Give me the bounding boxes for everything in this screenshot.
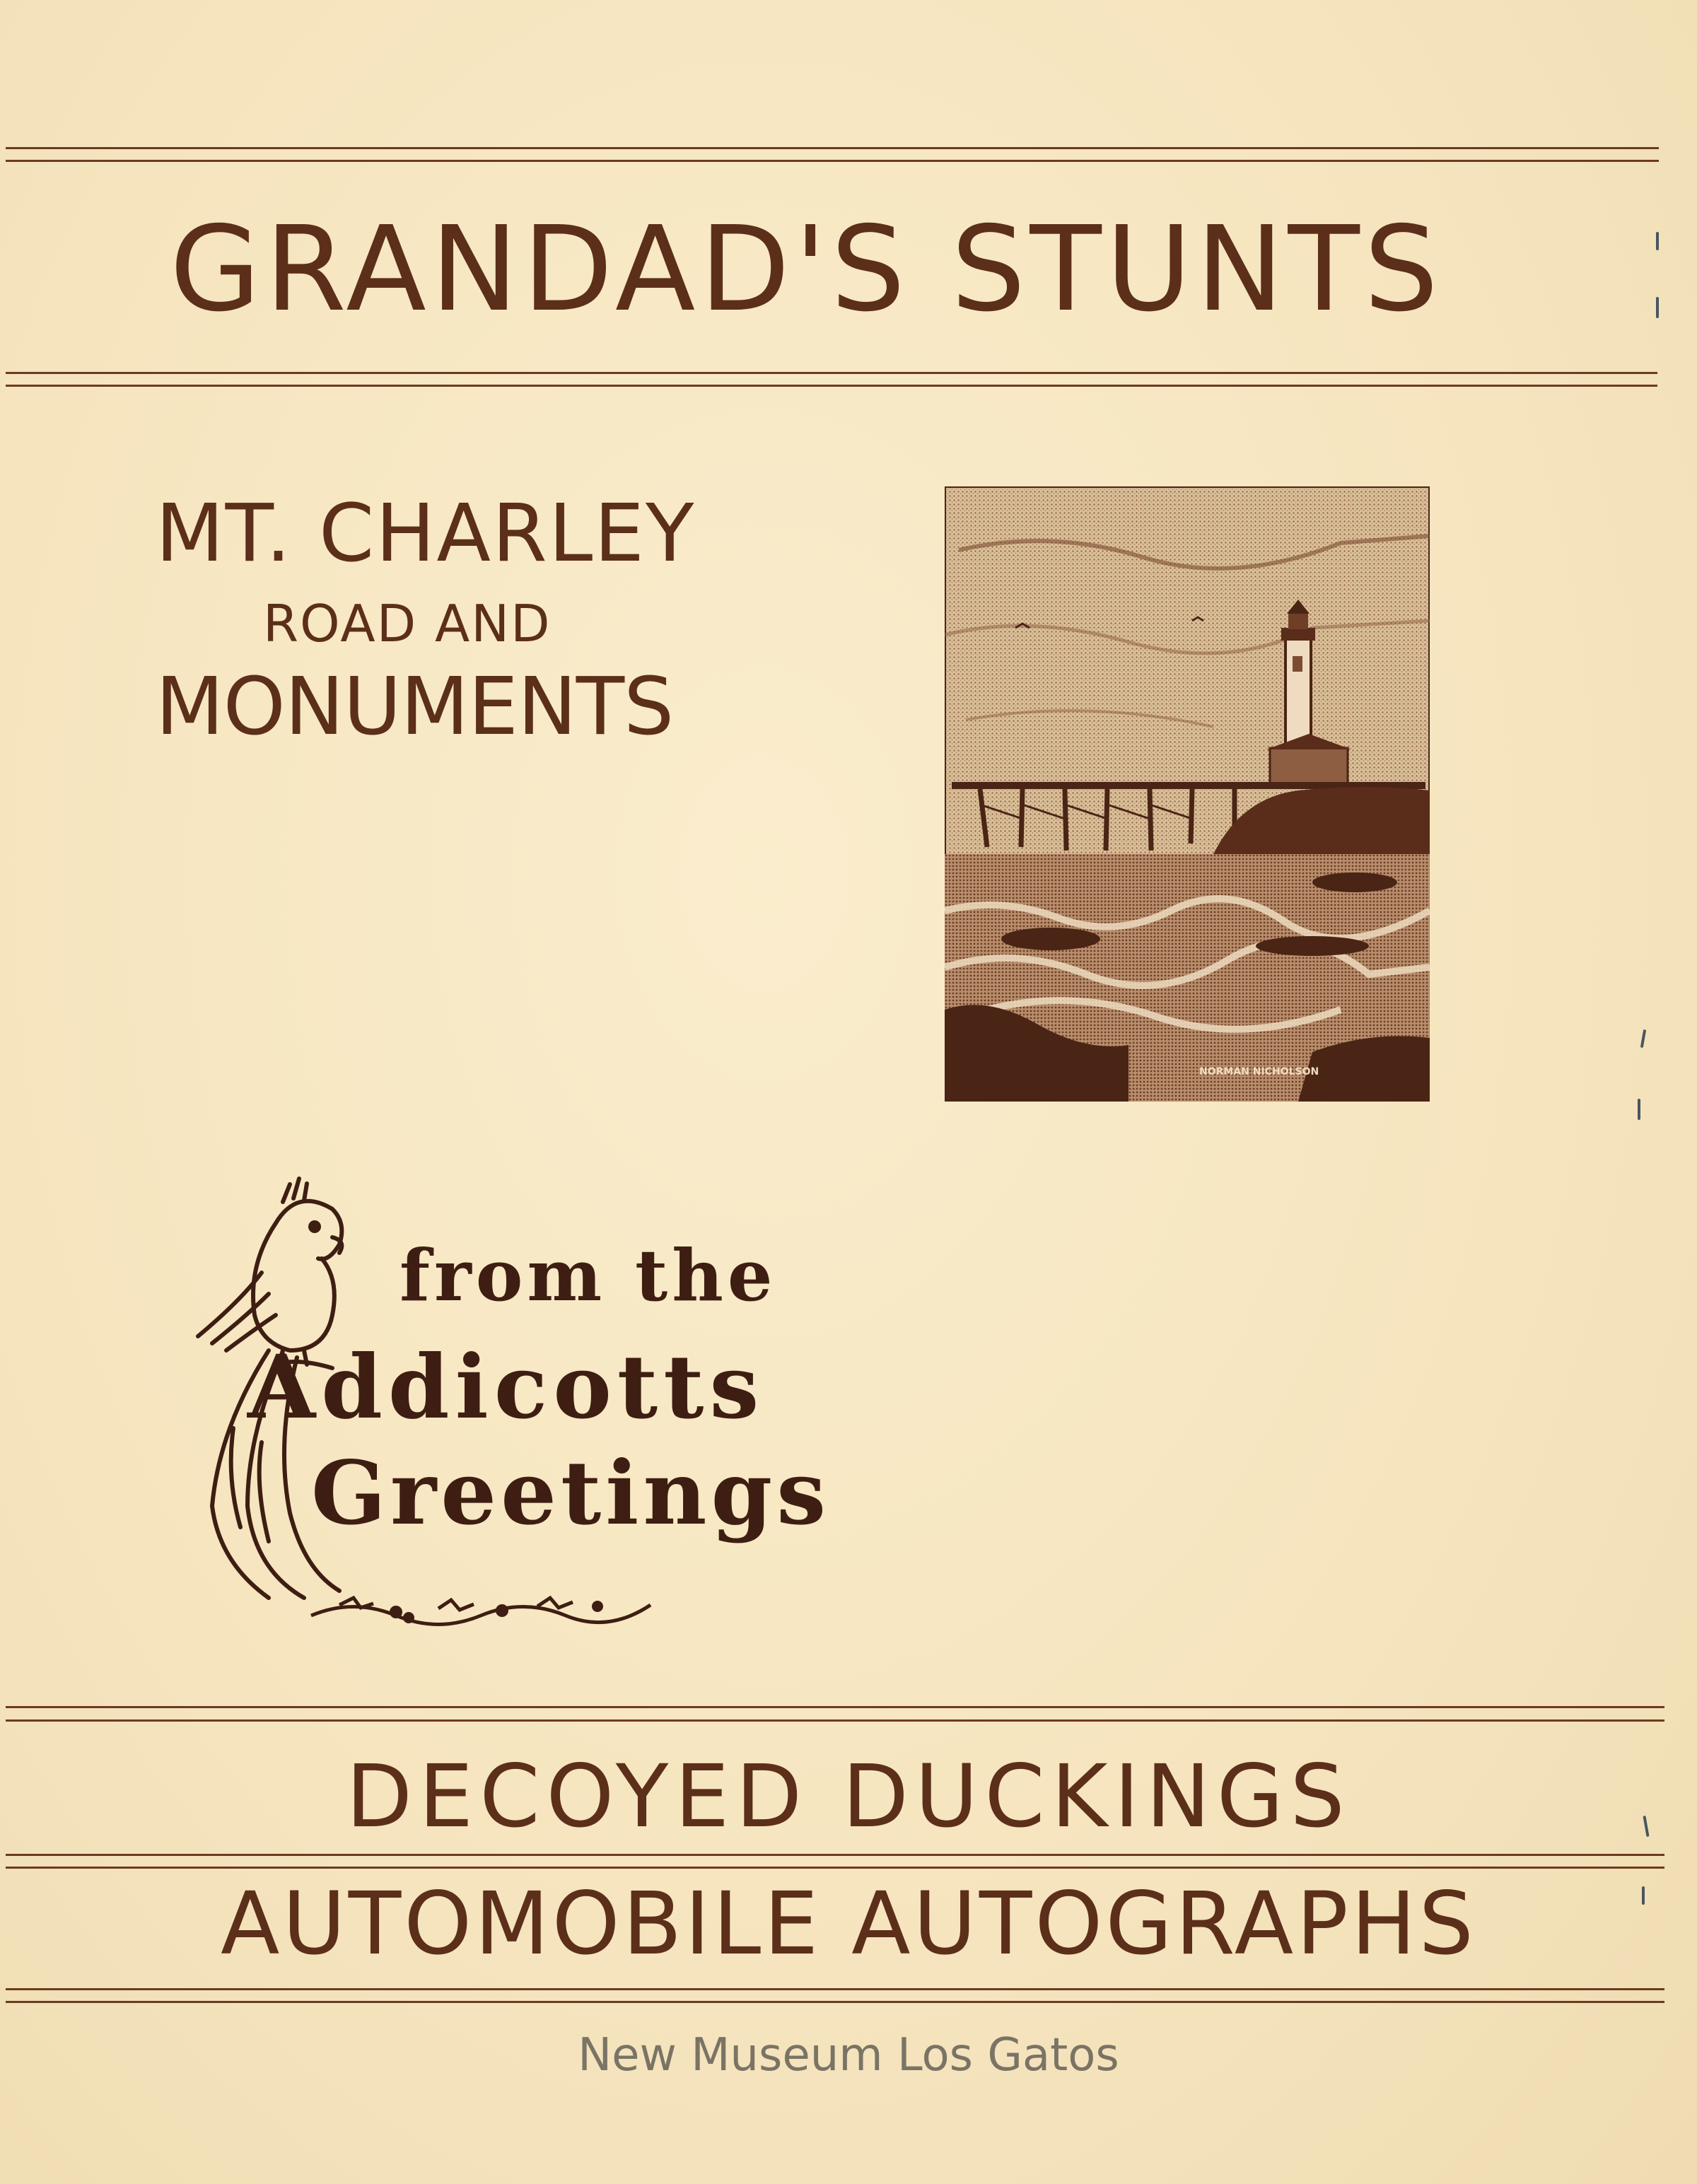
greeting-line-3: Greetings	[311, 1442, 831, 1545]
section-heading-line-2: ROAD AND	[263, 594, 552, 653]
section-heading-line-1: MT. CHARLEY	[156, 488, 696, 580]
bottom-rule-1	[6, 1706, 1664, 1708]
greeting-line-1: from the	[400, 1234, 777, 1317]
binding-mark	[1656, 297, 1659, 318]
end-rule-1	[6, 1988, 1664, 1990]
top-rule-1	[6, 147, 1659, 149]
footer-line-1: DECOYED DUCKINGS	[346, 1746, 1351, 1847]
end-rule-2	[6, 2001, 1664, 2003]
middle-rule-1	[6, 1854, 1664, 1856]
page-title: GRANDAD'S STUNTS	[170, 202, 1443, 338]
binding-mark	[1656, 232, 1659, 250]
binding-mark	[1642, 1886, 1645, 1905]
bottom-rule-2	[6, 1719, 1664, 1722]
section-heading-line-3: MONUMENTS	[156, 661, 674, 753]
greeting-line-2: Addicotts	[247, 1336, 765, 1439]
title-rule-1	[6, 372, 1657, 374]
binding-mark	[1638, 1099, 1640, 1120]
watermark-text: New Museum Los Gatos	[578, 2029, 1119, 2081]
artist-signature: NORMAN NICHOLSON	[1199, 1066, 1319, 1078]
top-rule-2	[6, 160, 1659, 162]
binding-mark	[1640, 1029, 1646, 1048]
title-rule-2	[6, 385, 1657, 387]
middle-rule-2	[6, 1867, 1664, 1869]
footer-line-2: AUTOMOBILE AUTOGRAPHS	[221, 1874, 1476, 1974]
lighthouse-illustration	[945, 486, 1430, 1102]
